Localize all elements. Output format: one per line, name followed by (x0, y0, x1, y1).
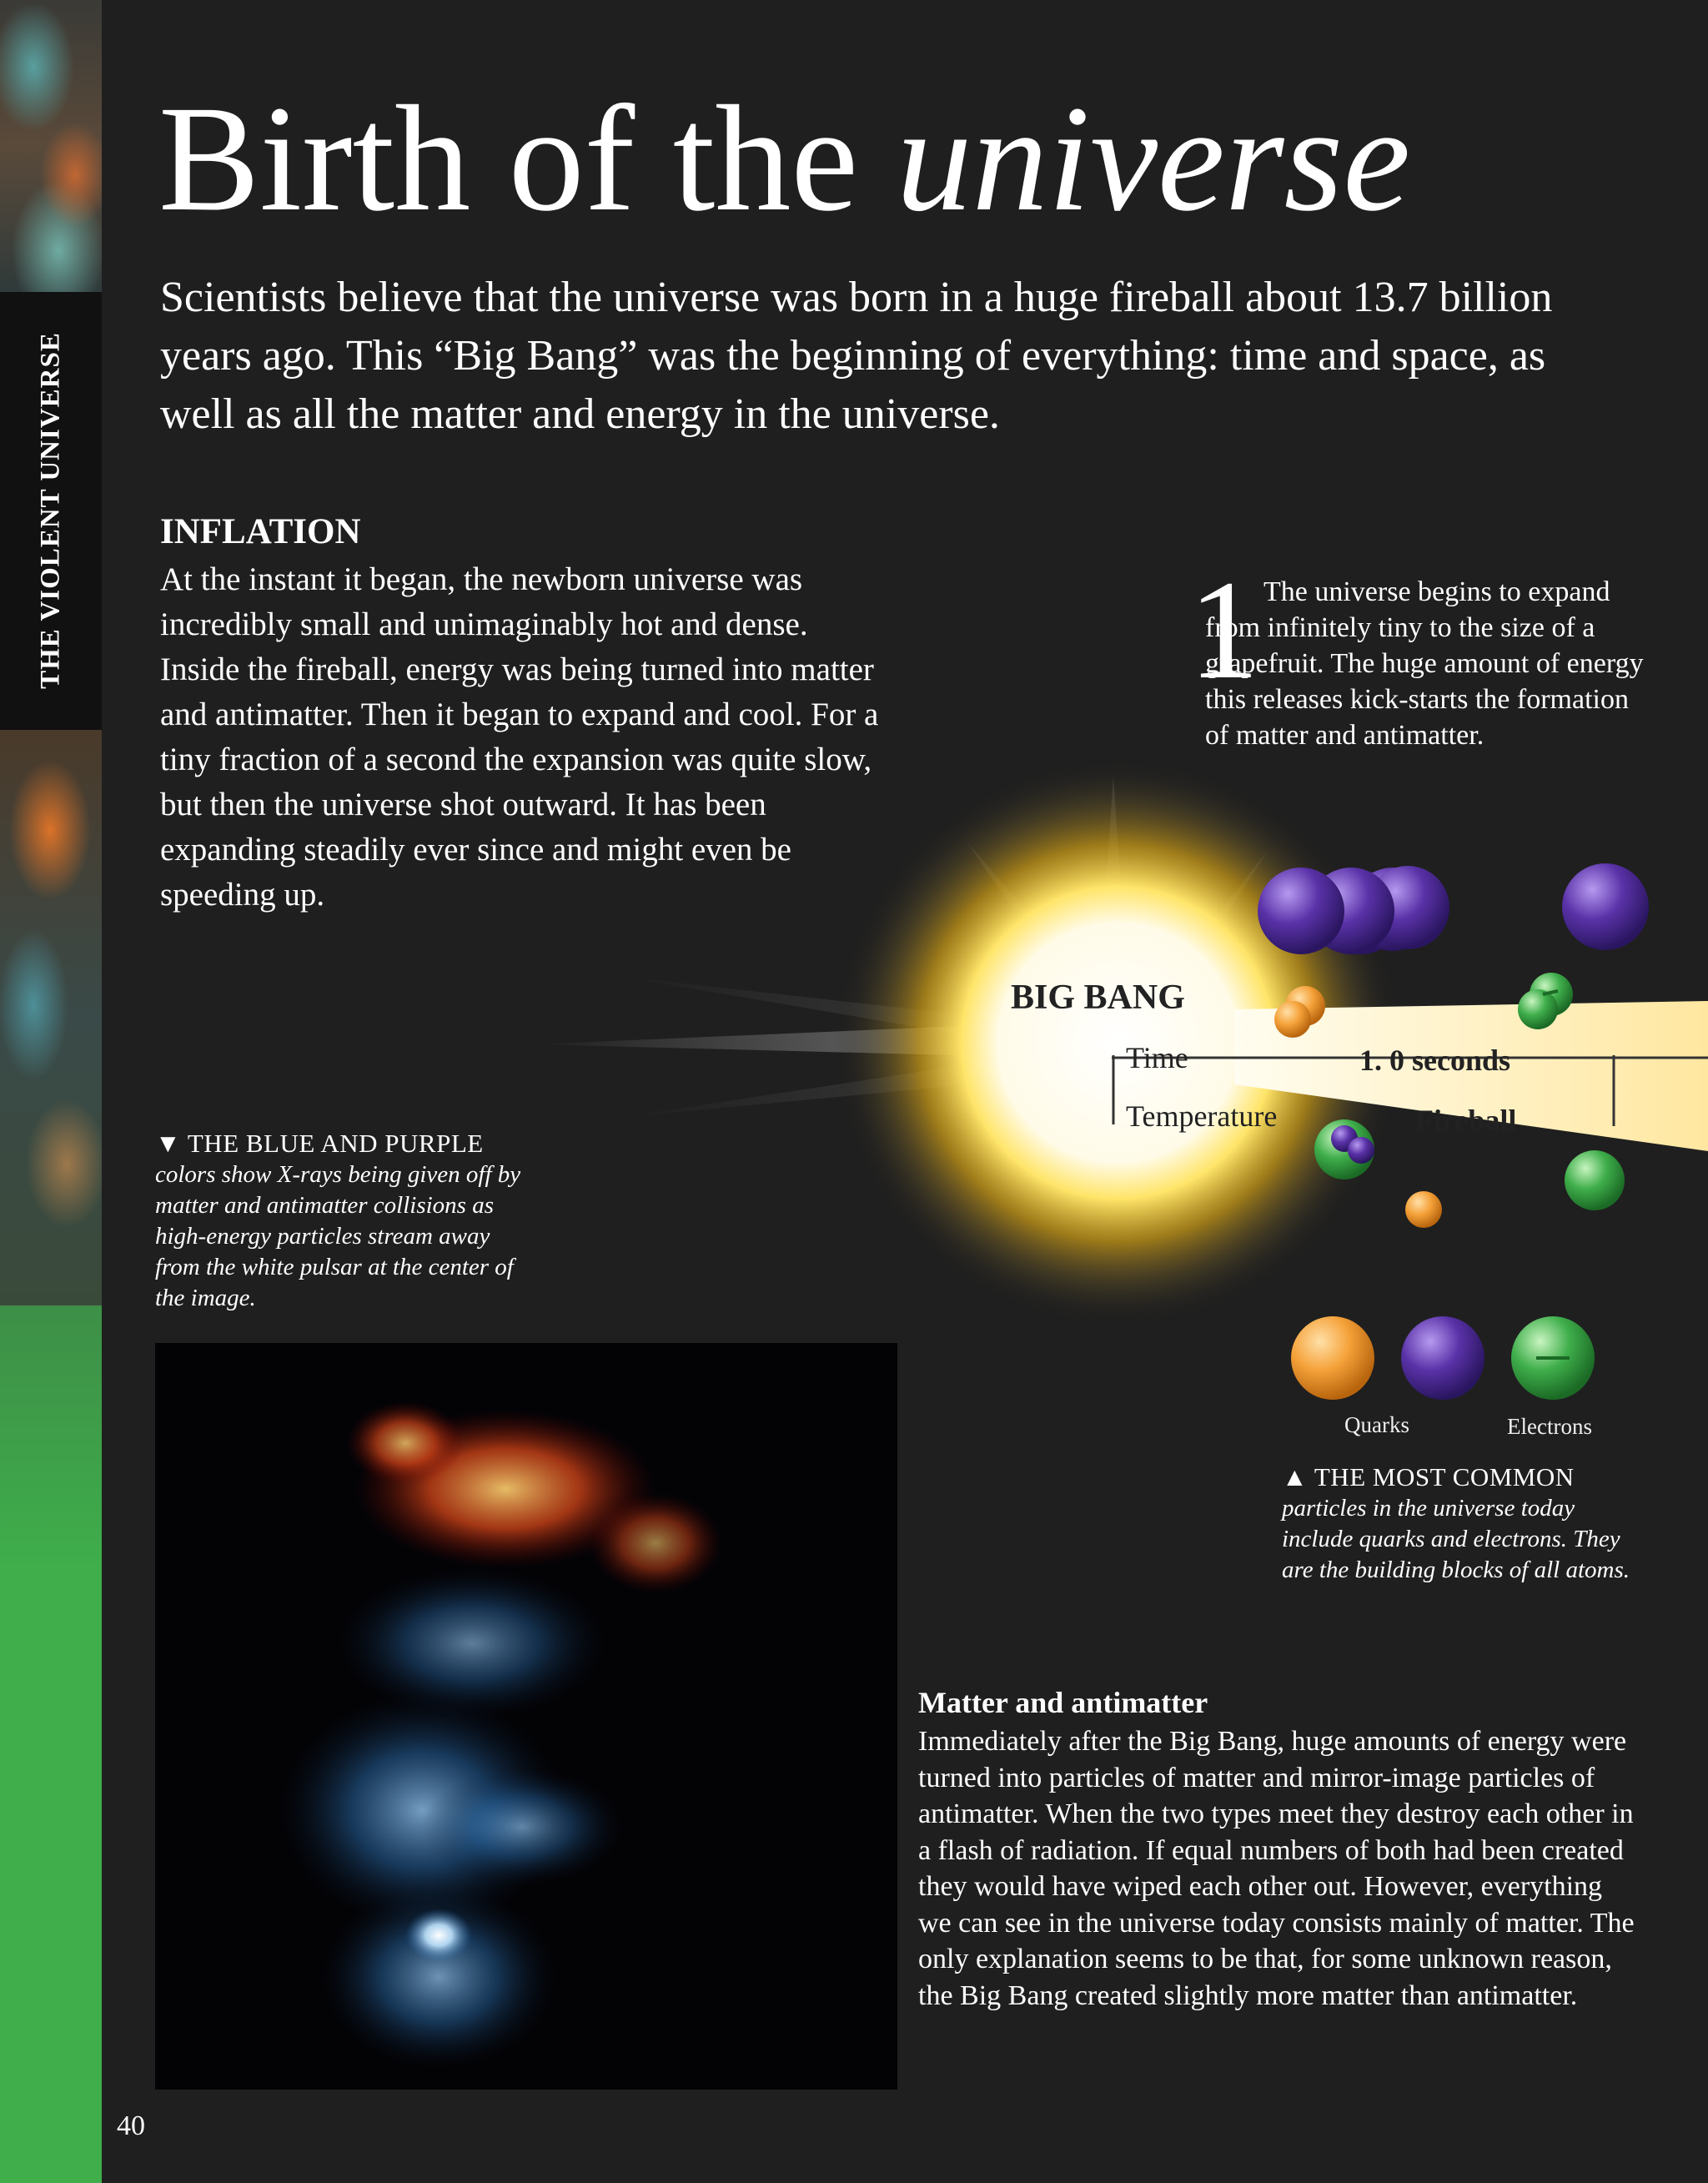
quark-particle (1403, 1189, 1444, 1230)
quark-legend-ball (1291, 1316, 1374, 1400)
green-strip (0, 1305, 102, 2183)
time-label: Time (1126, 1041, 1188, 1074)
section-tab-label: THE VIOLENT UNIVERSE (35, 332, 66, 689)
quarks-label: Quarks (1344, 1412, 1409, 1437)
matter-heading: Matter and antimatter (918, 1686, 1208, 1719)
intro-paragraph: Scientists believe that the universe was born in a huge fireball about 13.7 billion years ago. This “Big Bang” was the beginning of everything: time and space, as well as all the matter and energy in the universe. (160, 274, 1553, 438)
big-bang-label: BIG BANG (1011, 978, 1185, 1017)
title-main: Birth of the (158, 75, 859, 243)
antiquark-pair (1326, 1120, 1393, 1170)
particles-caption (1282, 1461, 1649, 1586)
page-number: 40 (117, 2110, 145, 2141)
antiquark-legend-ball (1401, 1316, 1484, 1400)
temperature-label: Temperature (1126, 1099, 1278, 1133)
electrons-label: Electrons (1507, 1414, 1592, 1439)
inflation-body: At the instant it began, the newborn universe was incredibly small and unimaginably hot and dense. Inside the fireball, energy was being turned into matter and antimatter. Then it began to expand and cool. For a tiny fraction of a second the expansion was quite slow, but then the universe shot outward. It has been expanding steadily ever since and might even be speeding up. (160, 561, 879, 913)
seconds-label: 1. 0 seconds (1359, 1044, 1511, 1077)
pulsar-xray-image (155, 1343, 897, 2090)
xray-caption (155, 1128, 522, 1314)
step-text: The universe begins to expand from infinitely tiny to the size of a grapefruit. The huge amount of energy this releases kick-starts the formation of matter and antimatter. (1205, 576, 1644, 751)
particles-caption-lead: ▲ THE MOST COMMON (1282, 1462, 1575, 1491)
nebula-strip-image-lower (0, 730, 102, 1305)
fireball-label: Fireball (1415, 1104, 1517, 1137)
particles-caption-text: particles in the universe today include quarks and electrons. They are the building blocks of all atoms. (1282, 1495, 1630, 1583)
side-strip (0, 0, 102, 2183)
step-number: 1 (1188, 551, 1259, 708)
inflation-heading: INFLATION (160, 512, 361, 551)
xray-caption-text: colors show X-rays being given off by matter and antimatter collisions as high-energy particles stream away from the white pulsar at the center of the image. (155, 1161, 521, 1311)
nebula-strip-image (0, 0, 102, 292)
page-title (158, 75, 1411, 243)
xray-caption-lead: ▼ THE BLUE AND PURPLE (155, 1129, 484, 1158)
title-italic: universe (896, 75, 1411, 243)
matter-body: Immediately after the Big Bang, huge amounts of energy were turned into particles of matter and mirror-image particles of antimatter. When the two types meet they destroy each other in a flash of radiation. If equal numbers of both had been created they would have wiped each other out. However, everything we can see in the universe today consists mainly of matter. The only explanation seems to be that, for some unknown reason, the Big Bang created slightly more matter than antimatter. (918, 1726, 1635, 2011)
particle-legend (1284, 1311, 1610, 1411)
